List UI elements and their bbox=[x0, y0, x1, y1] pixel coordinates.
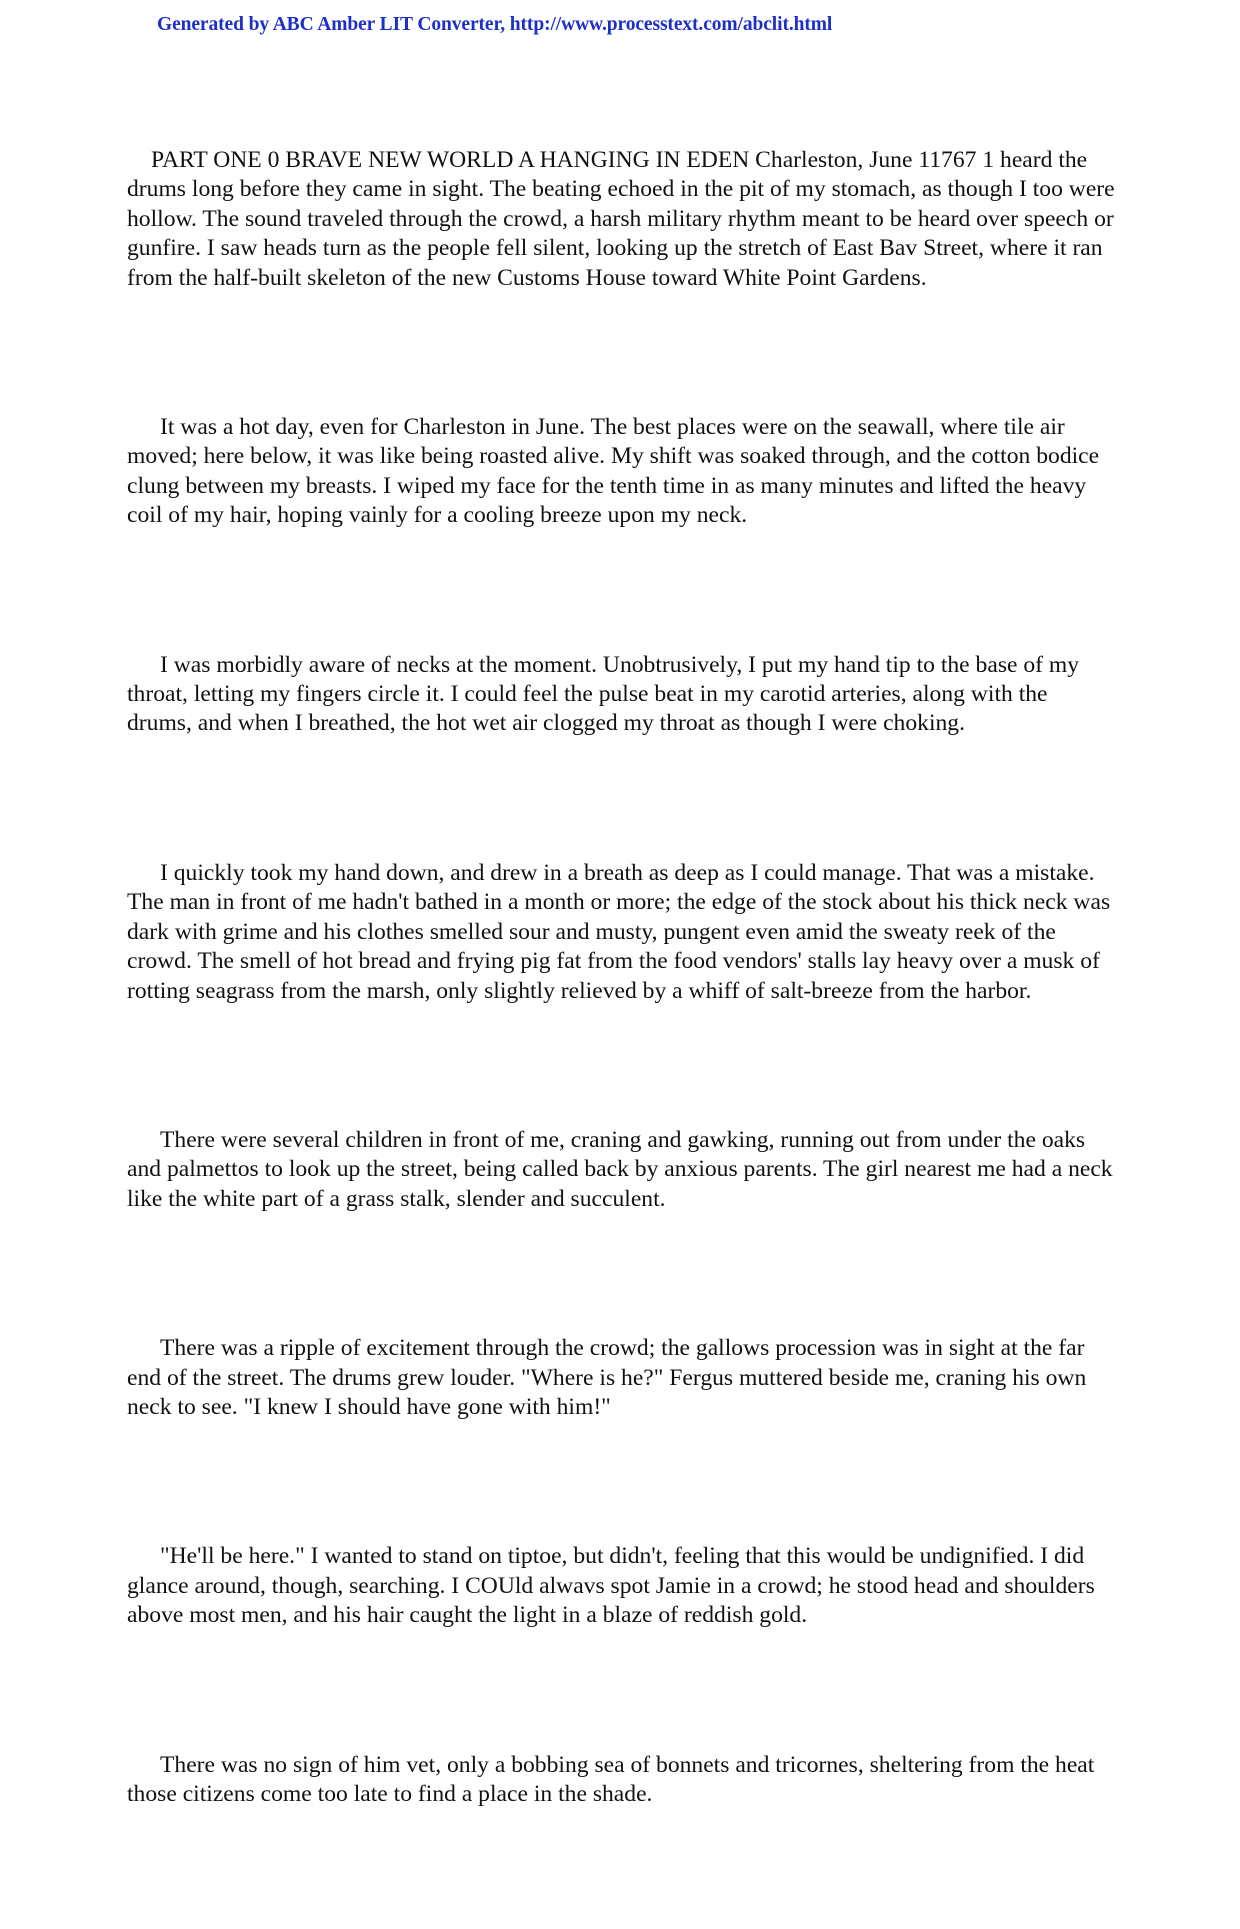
document-body bbox=[127, 146, 1117, 1929]
paragraph: I was morbidly aware of necks at the moment. Unobtrusively, I put my hand tip to the base of my throat, letting my fingers circle it. I could feel the pulse beat in my carotid arteries, along with the drums, and when I breathed, the hot wet air clogged my throat as though I were choking. bbox=[127, 651, 1080, 737]
paragraph: There was a ripple of excitement through the crowd; the gallows procession was in sight at the far end of the street. The drums grew louder. "Where is he?" Fergus muttered beside me, craning his own neck to see. "I knew I should have gone with him!" bbox=[127, 1335, 1087, 1420]
paragraph: PART ONE 0 BRAVE NEW WORLD A HANGING IN EDEN Charleston, June 11767 1 heard the drums long before they came in sight. The beating echoed in the pit of my stomach, as though I too were hollow. The sound traveled through the crowd, a harsh military rhythm meant to be heard over speech or gunfire. I saw heads turn as the people fell silent, looking up the stretch of East Bav Street, where it ran from the half-built skeleton of the new Customs House toward White Point Gardens. bbox=[127, 147, 1115, 291]
paragraph: "He'll be here." I wanted to stand on tiptoe, but didn't, feeling that this would be undignified. I did glance around, though, searching. I COUld alwavs spot Jamie in a crowd; he stood head and shoulders above most men, and his hair caught the light in a blaze of reddish gold. bbox=[127, 1543, 1095, 1629]
paragraph: There was no sign of him vet, only a bobbing sea of bonnets and tricornes, sheltering from the heat those citizens come too late to find a place in the shade. bbox=[127, 1751, 1095, 1807]
paragraph: There were several children in front of me, craning and gawking, running out from under the oaks and palmettos to look up the street, being called back by anxious parents. The girl nearest me had a neck like the white part of a grass stalk, slender and succulent. bbox=[127, 1126, 1113, 1212]
generator-banner: Generated by ABC Amber LIT Converter, http://www.processtext.com/abclit.html bbox=[157, 14, 833, 35]
paragraph: It was a hot day, even for Charleston in June. The best places were on the seawall, where tile air moved; here below, it was like being roasted alive. My shift was soaked through, and the cotton bodice clung between my breasts. I wiped my face for the tenth time in as many minutes and lifted the heavy coil of my hair, hoping vainly for a cooling breeze upon my neck. bbox=[127, 414, 1100, 529]
paragraph: I quickly took my hand down, and drew in a breath as deep as I could manage. That was a mistake. The man in front of me hadn't bathed in a month or more; the edge of the stock about his thick neck was dark with grime and his clothes smelled sour and musty, pungent even amid the sweaty reek of the crowd. The smell of hot bread and frying pig fat from the food vendors' stalls lay heavy over a musk of rotting seagrass from the marsh, only slightly relieved by a whiff of salt-breeze from the harbor. bbox=[127, 859, 1111, 1004]
